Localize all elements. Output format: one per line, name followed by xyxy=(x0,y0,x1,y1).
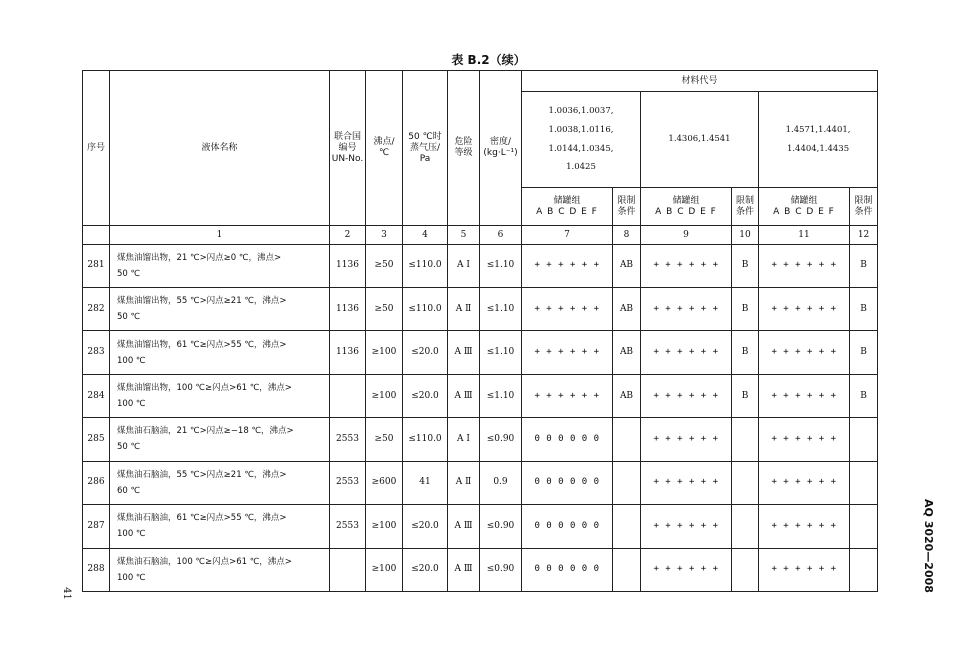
row-hazard-class: A Ⅰ xyxy=(448,244,480,287)
row-tank-group-2: + + + + + + xyxy=(641,288,732,331)
col-header-materials: 材料代号 xyxy=(522,71,878,92)
density-line: 密度/ xyxy=(489,137,512,148)
table-caption: 表 B.2（续） xyxy=(451,53,526,67)
limit-line: 条件 xyxy=(854,206,873,217)
row-tank-group-2: + + + + + + xyxy=(641,548,732,592)
tank-letters: A B C D E F xyxy=(773,206,835,217)
row-tank-group-2: + + + + + + xyxy=(641,244,732,287)
row-density: ≤0.90 xyxy=(480,548,522,592)
row-boiling-point: ≥50 xyxy=(366,288,403,331)
col-number xyxy=(83,226,110,244)
liquid-name-line: 100 ℃ xyxy=(117,355,146,366)
row-liquid-name xyxy=(110,288,330,331)
liquid-name-line: 煤焦油馏出物，61 ℃≥闪点>55 ℃，沸点> xyxy=(117,339,287,350)
row-tank-group-3: + + + + + + xyxy=(759,505,850,548)
col-header-hazard xyxy=(448,71,480,226)
liquid-name-line: 煤焦油馏出物，55 ℃>闪点≥21 ℃，沸点> xyxy=(117,296,287,307)
density-line: (kg·L⁻¹) xyxy=(483,148,518,159)
row-tank-group-2: + + + + + + xyxy=(641,461,732,504)
hazard-line: 等级 xyxy=(454,148,473,159)
row-seq: 283 xyxy=(83,331,110,374)
col-number: 1 xyxy=(110,226,330,244)
row-boiling-point: ≥50 xyxy=(366,244,403,287)
liquid-name-line: 50 ℃ xyxy=(117,312,141,323)
row-liquid-name xyxy=(110,505,330,548)
row-tank-group-3: + + + + + + xyxy=(759,461,850,504)
row-tank-group-3: + + + + + + xyxy=(759,331,850,374)
col-header-bp xyxy=(366,71,403,226)
col-number: 8 xyxy=(613,226,641,244)
tank-group-header xyxy=(641,188,732,226)
row-density: ≤0.90 xyxy=(480,505,522,548)
page-number: 41 xyxy=(60,587,72,600)
row-limit-2 xyxy=(732,505,759,548)
row-limit-1 xyxy=(613,418,641,461)
bp-line: 沸点/ xyxy=(373,137,395,148)
row-liquid-name xyxy=(110,374,330,417)
row-un-number: 2553 xyxy=(330,505,366,548)
row-limit-2: B xyxy=(732,331,759,374)
row-limit-2: B xyxy=(732,288,759,331)
row-tank-group-3: + + + + + + xyxy=(759,244,850,287)
row-un-number xyxy=(330,548,366,592)
row-tank-group-2: + + + + + + xyxy=(641,505,732,548)
row-tank-group-3: + + + + + + xyxy=(759,288,850,331)
row-vapor-pressure: ≤110.0 xyxy=(403,418,448,461)
row-seq: 282 xyxy=(83,288,110,331)
row-limit-3: B xyxy=(850,374,878,417)
tank-letters: A B C D E F xyxy=(655,206,717,217)
row-un-number: 1136 xyxy=(330,331,366,374)
row-tank-group-3: + + + + + + xyxy=(759,374,850,417)
table-row xyxy=(83,331,878,374)
col-header-un xyxy=(330,71,366,226)
vp-line: Pa xyxy=(419,153,431,164)
row-un-number: 2553 xyxy=(330,461,366,504)
liquid-name-line: 50 ℃ xyxy=(117,442,141,453)
material-code-line: 1.4571,1.4401, xyxy=(785,124,851,135)
limit-header xyxy=(732,188,759,226)
col-number: 4 xyxy=(403,226,448,244)
column-number-row xyxy=(83,226,878,244)
row-liquid-name xyxy=(110,418,330,461)
vp-line: 50 ℃时 xyxy=(408,132,442,143)
tank-group-label: 储罐组 xyxy=(672,195,700,206)
row-seq: 284 xyxy=(83,374,110,417)
row-density: ≤1.10 xyxy=(480,374,522,417)
row-seq: 287 xyxy=(83,505,110,548)
limit-line: 条件 xyxy=(735,206,754,217)
row-limit-3 xyxy=(850,548,878,592)
limit-line: 限制 xyxy=(854,195,873,206)
table-row xyxy=(83,288,878,331)
liquid-name-line: 50 ℃ xyxy=(117,268,141,279)
limit-header xyxy=(850,188,878,226)
col-header-name: 液体名称 xyxy=(110,71,330,226)
row-density: ≤0.90 xyxy=(480,418,522,461)
row-vapor-pressure: 41 xyxy=(403,461,448,504)
row-density: ≤1.10 xyxy=(480,331,522,374)
row-limit-1: AB xyxy=(613,374,641,417)
row-liquid-name xyxy=(110,331,330,374)
row-limit-3: B xyxy=(850,288,878,331)
row-boiling-point: ≥100 xyxy=(366,374,403,417)
row-limit-2 xyxy=(732,548,759,592)
material-code-line: 1.0425 xyxy=(566,162,596,173)
row-boiling-point: ≥100 xyxy=(366,548,403,592)
liquid-name-line: 煤焦油石脑油，100 ℃≥闪点>61 ℃，沸点> xyxy=(117,556,292,567)
table-row xyxy=(83,418,878,461)
table-row xyxy=(83,505,878,548)
row-limit-3 xyxy=(850,461,878,504)
limit-header xyxy=(613,188,641,226)
row-tank-group-1: + + + + + + xyxy=(522,331,613,374)
col-number: 3 xyxy=(366,226,403,244)
row-seq: 281 xyxy=(83,244,110,287)
row-hazard-class: A Ⅲ xyxy=(448,374,480,417)
col-number: 9 xyxy=(641,226,732,244)
liquid-name-line: 煤焦油石脑油，55 ℃>闪点≥21 ℃，沸点> xyxy=(117,469,287,480)
row-un-number: 1136 xyxy=(330,244,366,287)
hazard-line: 危险 xyxy=(454,137,473,148)
row-limit-3 xyxy=(850,505,878,548)
row-vapor-pressure: ≤20.0 xyxy=(403,505,448,548)
liquid-name-line: 100 ℃ xyxy=(117,529,146,540)
row-limit-1 xyxy=(613,548,641,592)
col-header-vp xyxy=(403,71,448,226)
liquid-name-line: 100 ℃ xyxy=(117,572,146,583)
row-vapor-pressure: ≤110.0 xyxy=(403,244,448,287)
row-boiling-point: ≥600 xyxy=(366,461,403,504)
row-limit-2 xyxy=(732,418,759,461)
row-limit-3 xyxy=(850,418,878,461)
row-seq: 288 xyxy=(83,548,110,592)
row-tank-group-3: + + + + + + xyxy=(759,548,850,592)
row-liquid-name xyxy=(110,548,330,592)
row-hazard-class: A Ⅲ xyxy=(448,548,480,592)
liquid-name-line: 煤焦油石脑油，21 ℃>闪点≥−18 ℃，沸点> xyxy=(117,426,294,437)
table-row xyxy=(83,374,878,417)
row-vapor-pressure: ≤20.0 xyxy=(403,548,448,592)
row-boiling-point: ≥100 xyxy=(366,505,403,548)
row-limit-1: AB xyxy=(613,288,641,331)
col-header-seq: 序号 xyxy=(83,71,110,226)
row-limit-3: B xyxy=(850,331,878,374)
un-line: 联合国 xyxy=(333,132,361,143)
row-tank-group-1: + + + + + + xyxy=(522,244,613,287)
row-vapor-pressure: ≤20.0 xyxy=(403,374,448,417)
row-limit-1: AB xyxy=(613,331,641,374)
row-hazard-class: A Ⅲ xyxy=(448,505,480,548)
limit-line: 限制 xyxy=(617,195,636,206)
row-hazard-class: A Ⅱ xyxy=(448,461,480,504)
un-line: 编号 xyxy=(338,142,357,153)
row-tank-group-2: + + + + + + xyxy=(641,331,732,374)
row-density: ≤1.10 xyxy=(480,244,522,287)
col-number: 12 xyxy=(850,226,878,244)
vp-line: 蒸气压/ xyxy=(409,142,441,153)
col-number: 11 xyxy=(759,226,850,244)
liquid-name-line: 100 ℃ xyxy=(117,399,146,410)
row-limit-2: B xyxy=(732,244,759,287)
row-tank-group-1: 0 0 0 0 0 0 xyxy=(522,418,613,461)
un-line: UN-No. xyxy=(331,153,364,164)
row-un-number xyxy=(330,374,366,417)
row-hazard-class: A Ⅰ xyxy=(448,418,480,461)
col-header-density xyxy=(480,71,522,226)
liquid-name-line: 煤焦油石脑油，61 ℃≥闪点>55 ℃，沸点> xyxy=(117,513,287,524)
row-tank-group-1: 0 0 0 0 0 0 xyxy=(522,548,613,592)
limit-line: 限制 xyxy=(735,195,754,206)
row-density: ≤1.10 xyxy=(480,288,522,331)
row-hazard-class: A Ⅱ xyxy=(448,288,480,331)
row-limit-2 xyxy=(732,461,759,504)
row-limit-2: B xyxy=(732,374,759,417)
row-density: 0.9 xyxy=(480,461,522,504)
material-group-1 xyxy=(522,92,641,188)
tank-letters: A B C D E F xyxy=(536,206,598,217)
material-code-line: 1.4404,1.4435 xyxy=(786,143,850,154)
col-number: 7 xyxy=(522,226,613,244)
col-number: 10 xyxy=(732,226,759,244)
row-limit-1 xyxy=(613,461,641,504)
row-tank-group-1: 0 0 0 0 0 0 xyxy=(522,461,613,504)
col-number: 2 xyxy=(330,226,366,244)
standard-code-label: AQ 3020—2008 xyxy=(922,499,935,593)
liquid-name-line: 60 ℃ xyxy=(117,485,141,496)
row-limit-1: AB xyxy=(613,244,641,287)
row-liquid-name xyxy=(110,244,330,287)
col-number: 6 xyxy=(480,226,522,244)
col-number: 5 xyxy=(448,226,480,244)
row-tank-group-1: 0 0 0 0 0 0 xyxy=(522,505,613,548)
material-code-line: 1.0038,1.0116, xyxy=(548,124,614,135)
table-row xyxy=(83,244,878,287)
material-code-line: 1.0144,1.0345, xyxy=(548,143,614,154)
row-boiling-point: ≥50 xyxy=(366,418,403,461)
row-boiling-point: ≥100 xyxy=(366,331,403,374)
row-vapor-pressure: ≤20.0 xyxy=(403,331,448,374)
row-limit-1 xyxy=(613,505,641,548)
bp-line: ℃ xyxy=(378,148,390,159)
row-hazard-class: A Ⅲ xyxy=(448,331,480,374)
tank-group-label: 储罐组 xyxy=(553,195,581,206)
liquid-name-line: 煤焦油馏出物，21 ℃>闪点≥0 ℃，沸点> xyxy=(117,252,282,263)
tank-group-header xyxy=(759,188,850,226)
row-tank-group-2: + + + + + + xyxy=(641,418,732,461)
row-tank-group-1: + + + + + + xyxy=(522,288,613,331)
data-table xyxy=(82,70,878,592)
table-row xyxy=(83,461,878,504)
tank-group-header xyxy=(522,188,613,226)
row-tank-group-2: + + + + + + xyxy=(641,374,732,417)
row-liquid-name xyxy=(110,461,330,504)
material-group-2 xyxy=(641,92,759,188)
row-seq: 285 xyxy=(83,418,110,461)
row-seq: 286 xyxy=(83,461,110,504)
limit-line: 条件 xyxy=(617,206,636,217)
table-row xyxy=(83,548,878,592)
material-group-3 xyxy=(759,92,878,188)
row-tank-group-1: + + + + + + xyxy=(522,374,613,417)
row-un-number: 1136 xyxy=(330,288,366,331)
row-tank-group-3: + + + + + + xyxy=(759,418,850,461)
liquid-name-line: 煤焦油馏出物，100 ℃≥闪点>61 ℃，沸点> xyxy=(117,382,292,393)
row-vapor-pressure: ≤110.0 xyxy=(403,288,448,331)
tank-group-label: 储罐组 xyxy=(790,195,818,206)
row-limit-3: B xyxy=(850,244,878,287)
material-code-line: 1.4306,1.4541 xyxy=(668,134,731,145)
material-code-line: 1.0036,1.0037, xyxy=(548,106,614,117)
row-un-number: 2553 xyxy=(330,418,366,461)
